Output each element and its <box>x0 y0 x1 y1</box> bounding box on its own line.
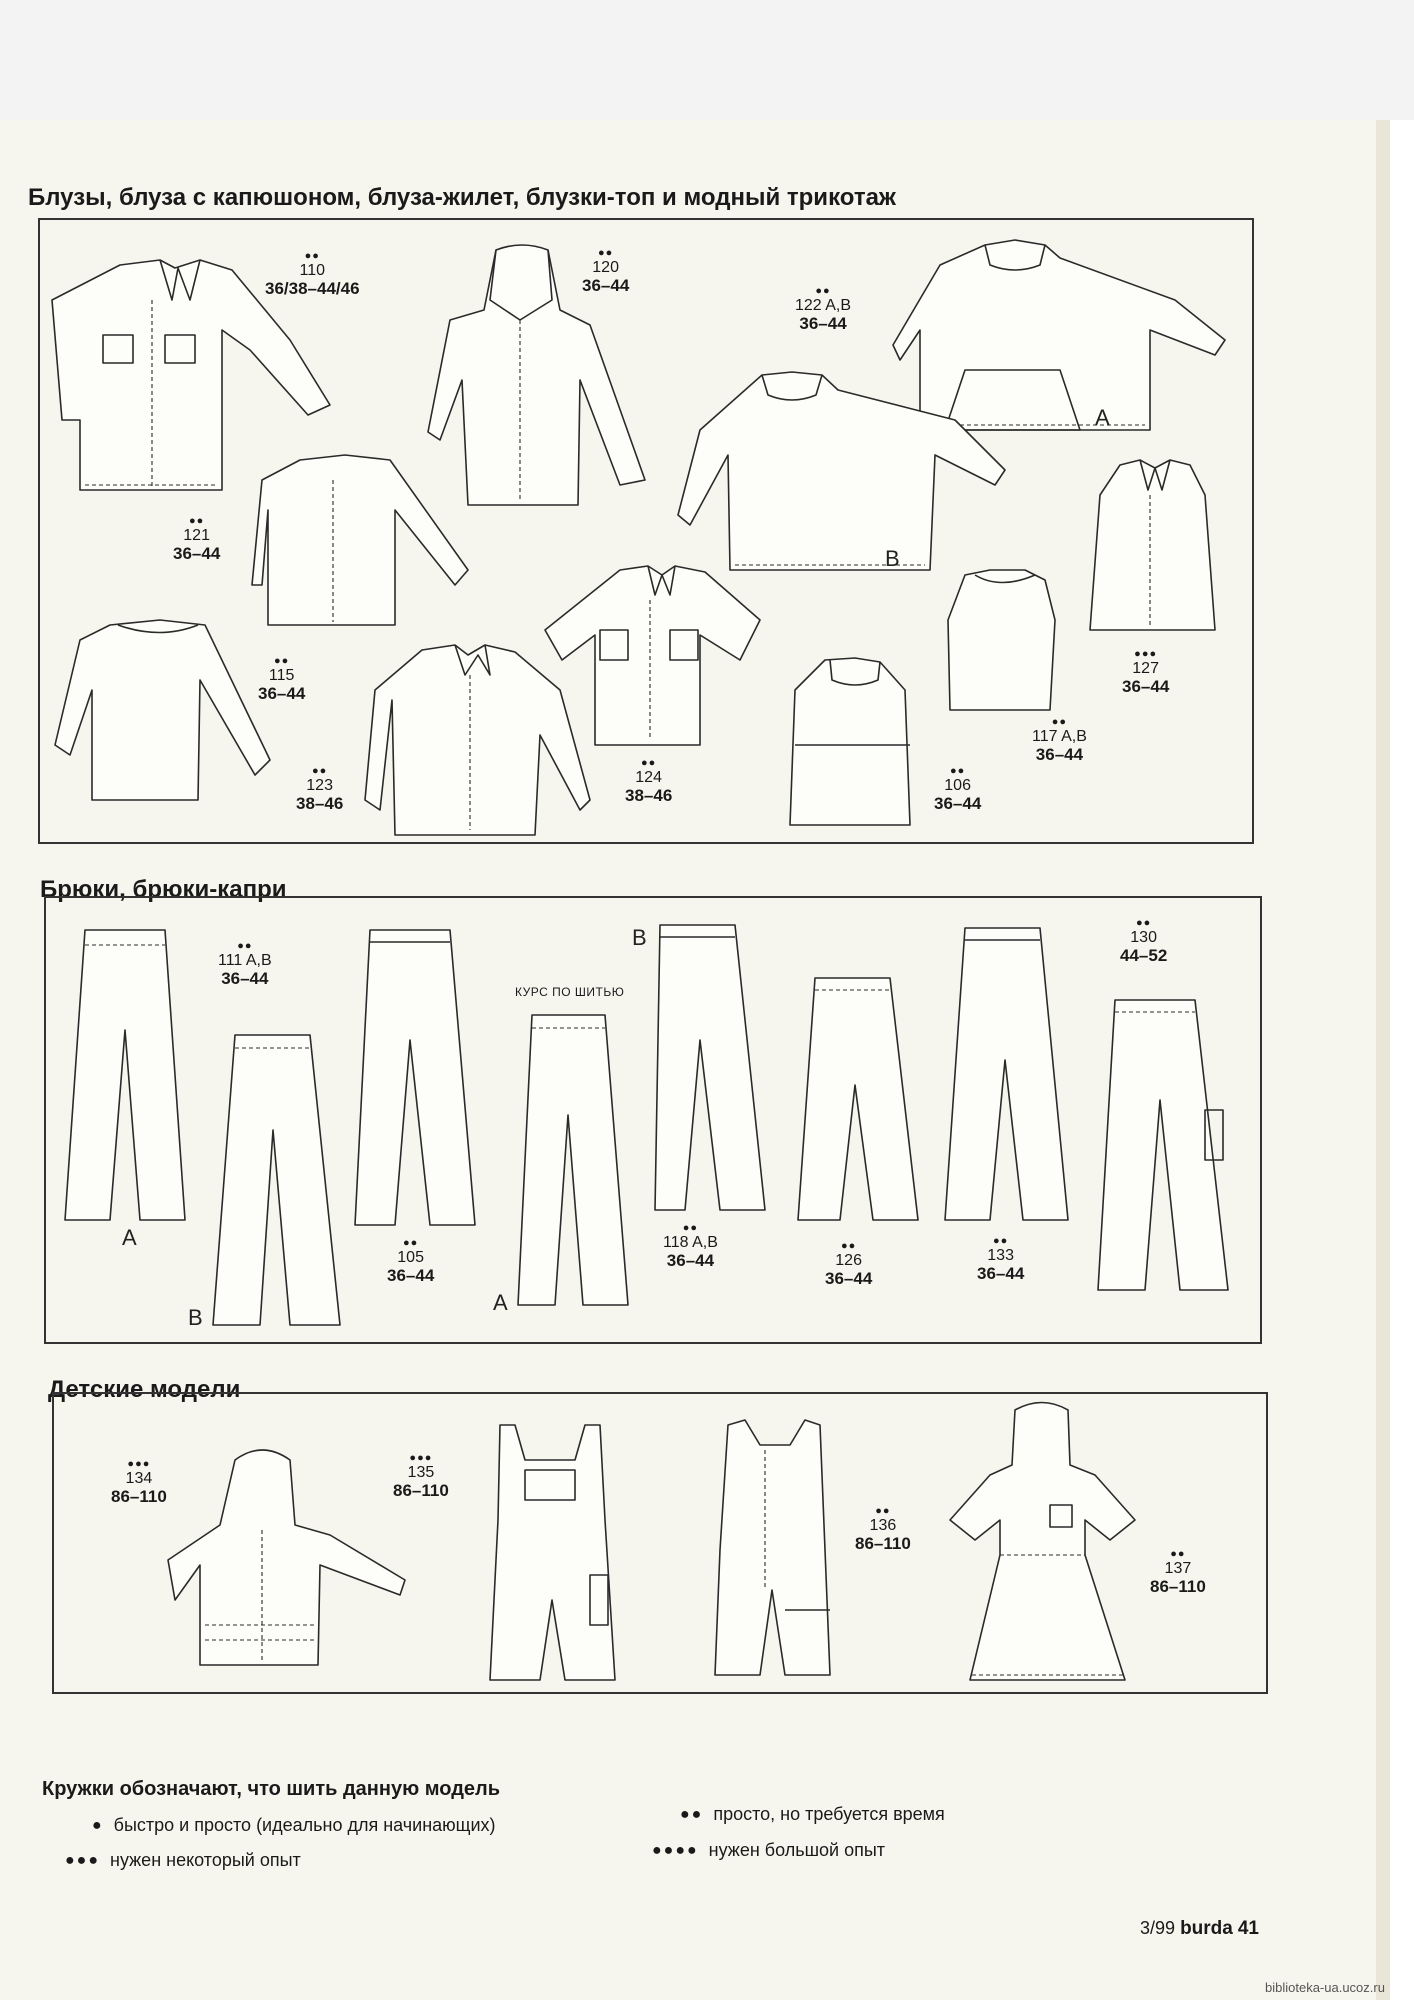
model-label-117: ●● 117 A,B 36–44 <box>1032 716 1087 764</box>
section-title-trousers: Брюки, брюки-капри <box>40 876 287 903</box>
model-label-126: ●● 126 36–44 <box>825 1240 873 1288</box>
variant-letter-a: A <box>1095 405 1110 430</box>
garment-133-trousers <box>945 928 1068 1220</box>
watermark: biblioteka-ua.ucoz.ru <box>1265 1980 1385 1995</box>
model-label-123: ●● 123 38–46 <box>296 765 344 813</box>
model-label-124: ●● 124 38–46 <box>625 757 673 805</box>
garment-121-cardigan <box>252 455 468 625</box>
page-number: 41 <box>1237 1918 1259 1939</box>
model-label-136: ●● 136 86–110 <box>855 1505 911 1553</box>
page-footer <box>1140 1918 1259 1940</box>
variant-letter-a: A <box>493 1290 508 1315</box>
model-label-130: ●● 130 44–52 <box>1120 917 1168 965</box>
garment-123-shirt <box>365 645 590 835</box>
garment-106-vest <box>790 658 910 825</box>
legend-item-4: ●●●● нужен большой опыт <box>652 1840 886 1860</box>
garment-117-tank <box>948 570 1055 710</box>
model-label-106: ●● 106 36–44 <box>934 765 982 813</box>
model-label-127: ●●● 127 36–44 <box>1122 648 1170 696</box>
legend-item-3: ●●● нужен некоторый опыт <box>65 1850 301 1870</box>
garment-118-capri <box>655 925 765 1210</box>
model-label-105: ●● 105 36–44 <box>387 1237 435 1285</box>
model-label-118: ●● 118 A,B 36–44 <box>663 1222 718 1270</box>
variant-letter-b: B <box>885 546 900 571</box>
model-label-115: ●● 115 36–44 <box>258 655 306 703</box>
garment-137-dress <box>950 1403 1135 1681</box>
model-label-111: ●● 111 A,B 36–44 <box>218 940 272 988</box>
garment-126-trousers <box>798 978 918 1220</box>
variant-letter-b: B <box>632 925 647 950</box>
section-title-kids: Детские модели <box>48 1376 241 1403</box>
garment-111b-trousers <box>213 1035 340 1325</box>
garment-111a-trousers <box>65 930 185 1220</box>
model-label-121: ●● 121 36–44 <box>173 515 221 563</box>
model-label-134: ●●● 134 86–110 <box>111 1458 167 1506</box>
garment-130-cargo <box>1098 1000 1228 1290</box>
garment-135-overalls <box>490 1425 615 1680</box>
garment-course-trousers <box>518 1015 628 1305</box>
sewing-course-label: КУРС ПО ШИТЬЮ <box>515 985 625 999</box>
garment-115-top <box>55 620 270 800</box>
garment-122a-sweater <box>893 240 1225 430</box>
garment-134-anorak <box>168 1450 405 1665</box>
model-label-110: ●● 110 36/38–44/46 <box>265 250 360 298</box>
model-label-122: ●● 122 A,B 36–44 <box>795 285 852 333</box>
legend-item-2: ●● просто, но требуется время <box>680 1804 945 1824</box>
variant-letter-b: B <box>188 1305 203 1330</box>
variant-letter-a: A <box>122 1225 137 1250</box>
section-title-blouses: Блузы, блуза с капюшоном, блуза-жилет, блузки-топ и модный трикотаж <box>28 184 896 211</box>
model-label-120: ●● 120 36–44 <box>582 247 630 295</box>
model-label-135: ●●● 135 86–110 <box>393 1452 449 1500</box>
model-label-137: ●● 137 86–110 <box>1150 1548 1206 1596</box>
legend-title: Кружки обозначают, что шить данную модель <box>42 1778 501 1800</box>
garment-124-shirt <box>545 566 760 745</box>
legend-item-1: ● быстро и просто (идеально для начинающих) <box>92 1815 496 1835</box>
garment-136-jumpsuit <box>715 1420 830 1675</box>
model-label-133: ●● 133 36–44 <box>977 1235 1025 1283</box>
garment-105-trousers <box>355 930 475 1225</box>
garment-127-vest <box>1090 460 1215 630</box>
brand-name: burda <box>1180 1918 1233 1939</box>
issue-number: 3/99 <box>1140 1918 1176 1938</box>
